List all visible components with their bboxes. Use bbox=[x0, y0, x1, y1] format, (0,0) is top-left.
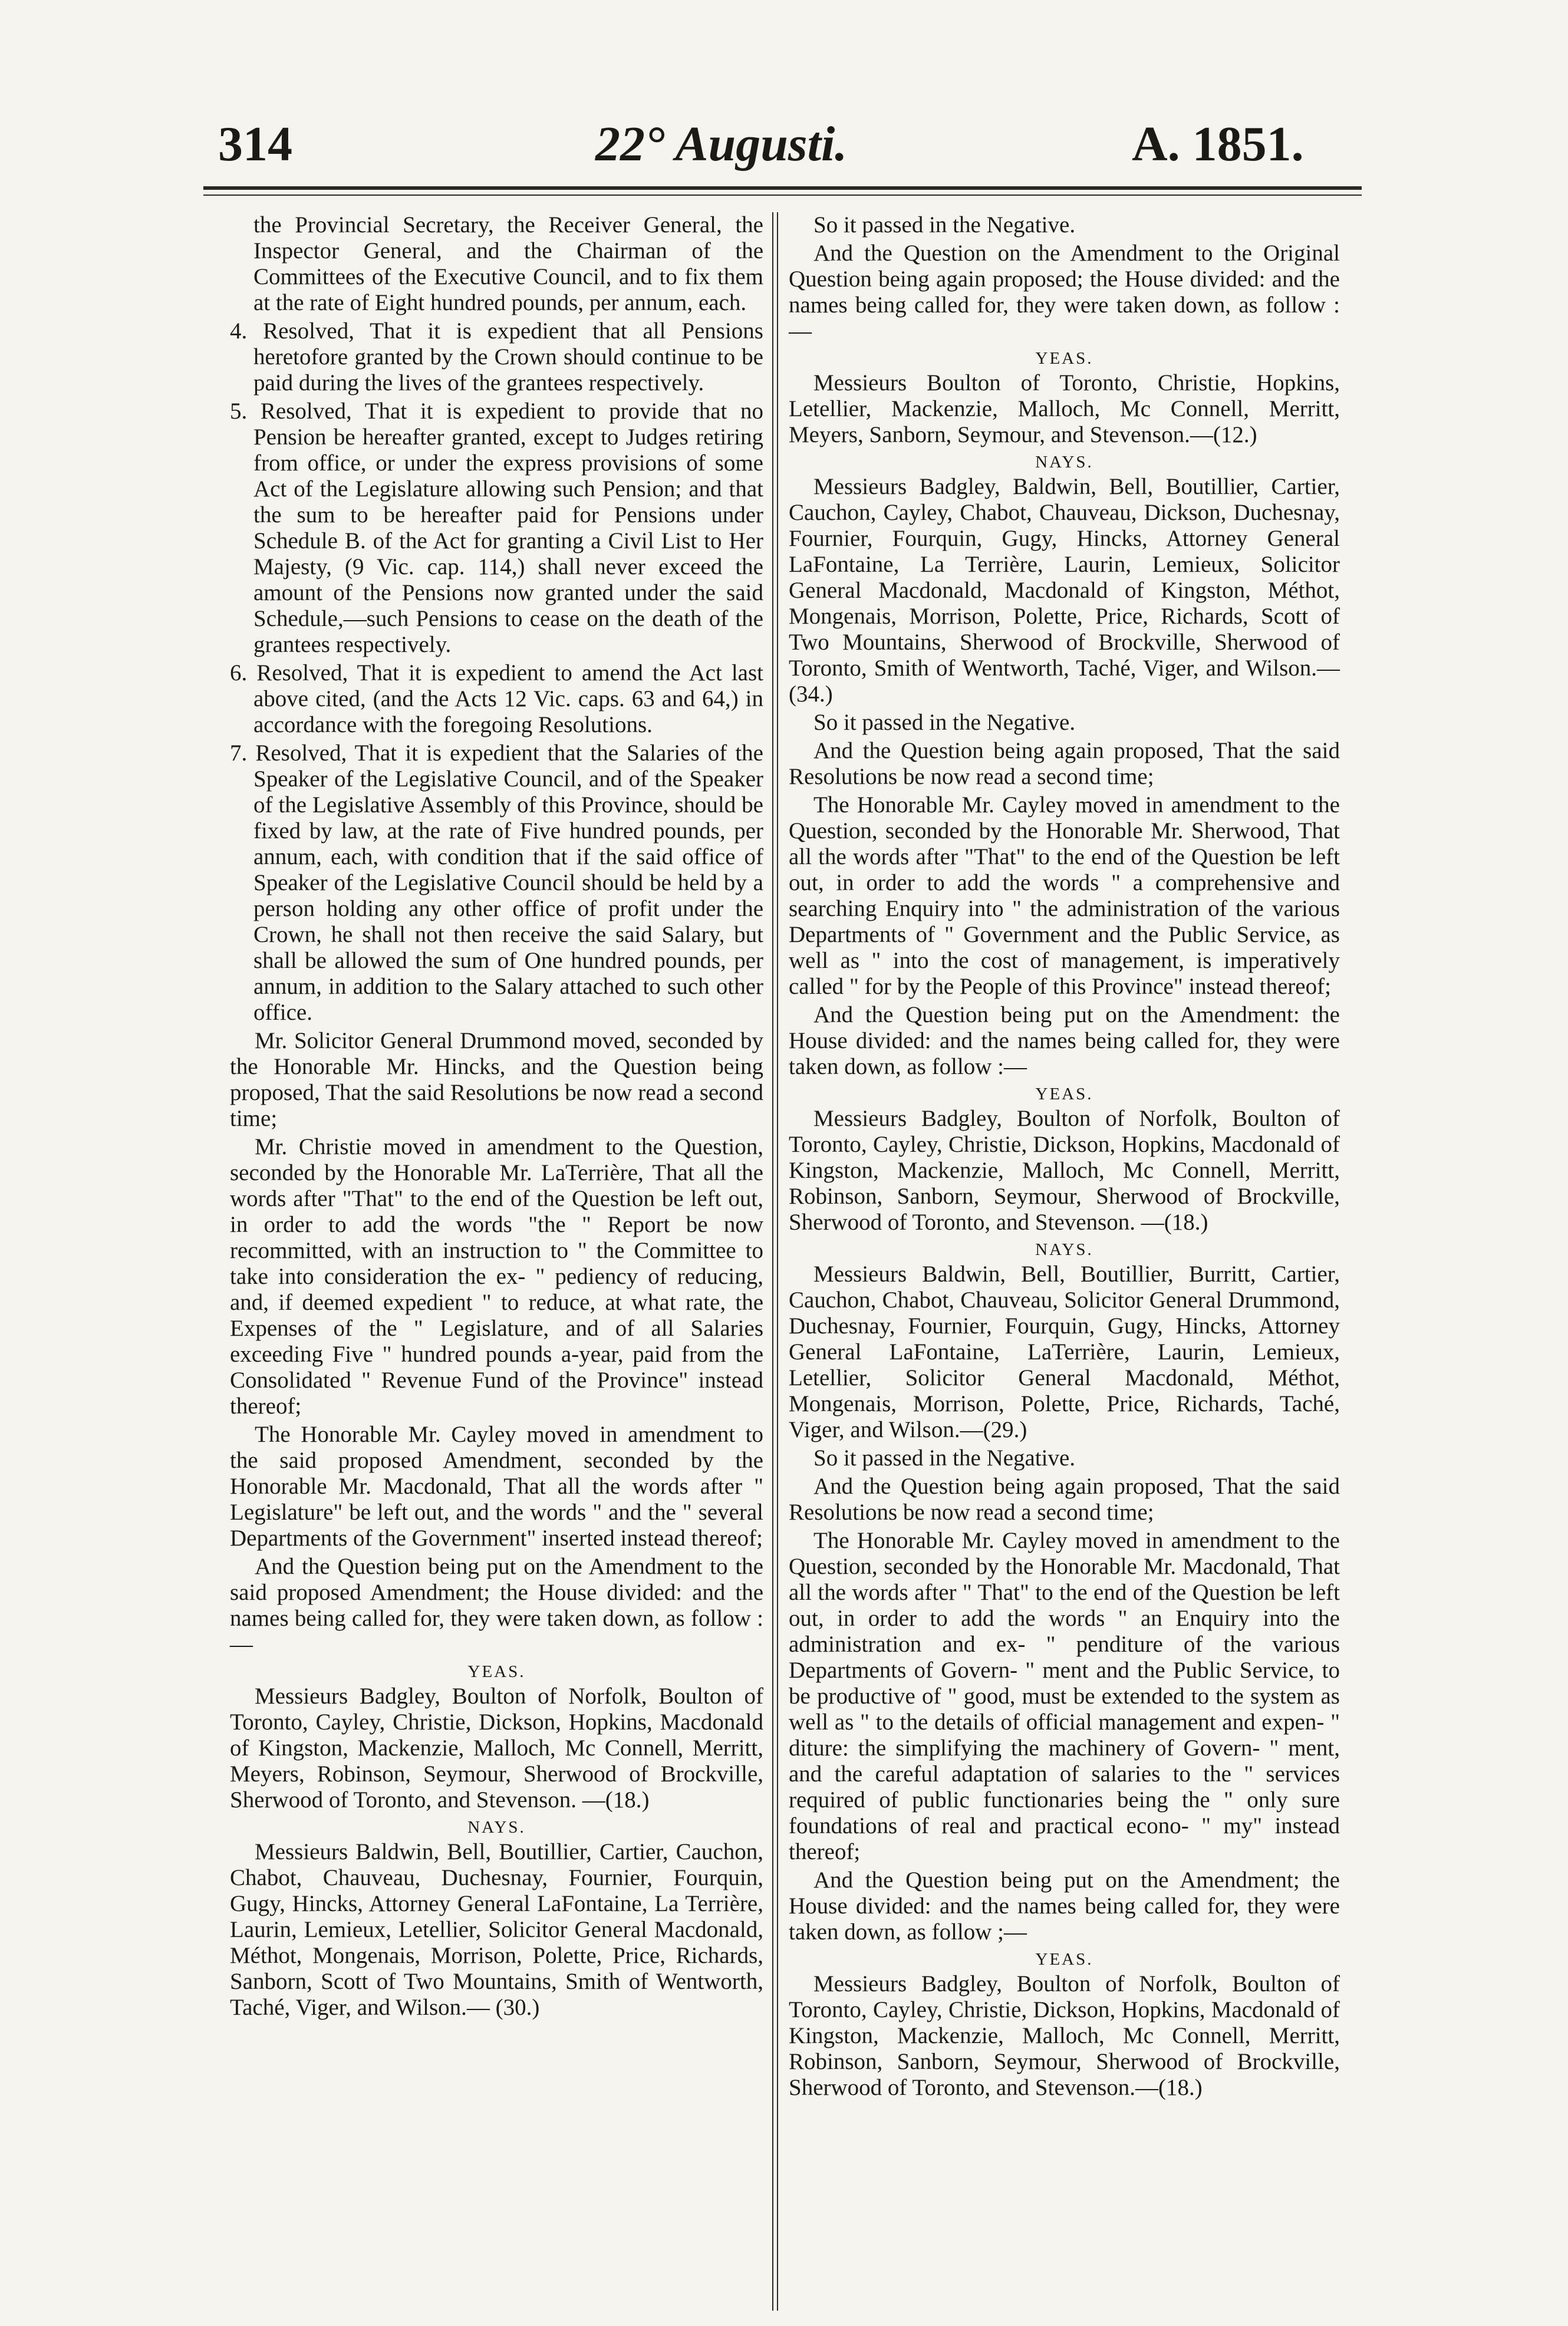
negative-result: So it passed in the Negative. bbox=[813, 212, 1076, 238]
nays-label: NAYS. bbox=[1035, 453, 1093, 472]
yeas-label: YEAS. bbox=[1035, 349, 1093, 368]
header-rule-thick bbox=[203, 186, 1362, 190]
header-rule-thin bbox=[203, 195, 1362, 196]
yeas-list: Messieurs Badgley, Boulton of Norfolk, Boulton of Toronto, Cayley, Christie, Dickson, Hopkins, Macdonald of Kingston, Mackenzie, Malloch, Mc Connell, Merritt, Robinson, Sanborn, Seymour, Sherwood of Brockville, Sherwood of Toronto, and Stevenson. —(18.) bbox=[789, 1106, 1340, 1235]
column-divider-left bbox=[772, 212, 773, 2311]
amendment-paragraph: Mr. Christie moved in amendment to the Question, seconded by the Honorable Mr. LaTerrière, That all the words after "That" to the end of the Question be left out, in order to add the words "the " Report be now recommitted, with an instruction to " the Committee to take into consideration the ex- " pediency of reducing, and, if deemed expedient " to reduce, at what rate, the Expenses of the " Legislature, and of all Salaries exceeding Five " hundred pounds a-year, paid from the Consolidated " Revenue Fund of the Province" instead thereof; bbox=[230, 1134, 763, 1419]
yeas-list: Messieurs Badgley, Boulton of Norfolk, Boulton of Toronto, Cayley, Christie, Dickson, Hopkins, Macdonald of Kingston, Mackenzie, Malloch, Mc Connell, Merritt, Robinson, Sanborn, Seymour, Sherwood of Brockville, Sherwood of Toronto, and Stevenson.—(18.) bbox=[789, 1971, 1340, 2100]
division-paragraph: And the Question being put on the Amendment: the House divided: and the names being called for, they were taken down, as follow :— bbox=[789, 1002, 1340, 1079]
yeas-list: Messieurs Badgley, Boulton of Norfolk, Boulton of Toronto, Cayley, Christie, Dickson, Hopkins, Macdonald of Kingston, Mackenzie, Malloch, Mc Connell, Merritt, Meyers, Robinson, Seymour, Sherwood of Brockville, Sherwood of Toronto, and Stevenson. —(18.) bbox=[230, 1683, 763, 1813]
page-number: 314 bbox=[218, 117, 292, 172]
nays-list: Messieurs Baldwin, Bell, Boutillier, Burritt, Cartier, Cauchon, Chabot, Chauveau, Solicitor General Drummond, Duchesnay, Fournier, Fourquin, Gugy, Hincks, Attorney General LaFontaine, LaTerrière, Laurin, Lemieux, Letellier, Solicitor General Macdonald, Méthot, Mongenais, Morrison, Polette, Price, Richards, Taché, Viger, and Wilson.—(29.) bbox=[789, 1261, 1340, 1442]
resolution-4: 4. Resolved, That it is expedient that all Pensions heretofore granted by the Crown should continue to be paid during the lives of the grantees respectively. bbox=[230, 318, 763, 396]
resolution-7: 7. Resolved, That it is expedient that the Salaries of the Speaker of the Legislative Council, and of the Speaker of the Legislative Assembly of this Province, should be fixed by law, at the rate of Five hundred pounds, per annum, each, with condition that if the said office of Speaker of the Legislative Council should be held by a person holding any other office of profit under the Crown, he shall not then receive the said Salary, but shall be allowed the sum of One hundred pounds, per annum, in addition to the Salary attached to such other office. bbox=[230, 740, 763, 1025]
page-year: A. 1851. bbox=[1132, 117, 1304, 172]
nays-list: Messieurs Badgley, Baldwin, Bell, Boutillier, Cartier, Cauchon, Cayley, Chabot, Chauveau, Dickson, Duchesnay, Fournier, Fourquin, Gugy, Hincks, Attorney General LaFontaine, La Terrière, Laurin, Lemieux, Solicitor General Macdonald, Macdonald of Kingston, Méthot, Mongenais, Morrison, Polette, Price, Richards, Scott of Two Mountains, Sherwood of Brockville, Sherwood of Toronto, Smith of Wentworth, Taché, Viger, and Wilson.—(34.) bbox=[789, 474, 1340, 707]
nays-list: Messieurs Baldwin, Bell, Boutillier, Cartier, Cauchon, Chabot, Chauveau, Duchesnay, Fournier, Fourquin, Gugy, Hincks, Attorney General LaFontaine, La Terrière, Laurin, Lemieux, Letellier, Solicitor General Macdonald, Méthot, Mongenais, Morrison, Polette, Price, Richards, Sanborn, Scott of Two Mountains, Smith of Wentworth, Taché, Viger, and Wilson.— (30.) bbox=[230, 1839, 763, 2020]
paragraph: the Provincial Secretary, the Receiver General, the Inspector General, and the Chairman of the Committees of the Executive Council, and to fix them at the rate of Eight hundred pounds, per annum, each. bbox=[253, 212, 763, 315]
question-paragraph: And the Question being again proposed, That the said Resolutions be now read a second time; bbox=[789, 738, 1340, 789]
division-paragraph: And the Question on the Amendment to the Original Question being again proposed; the House divided: and the names being called for, they were taken down, as follow :— bbox=[789, 240, 1340, 344]
question-paragraph: And the Question being again proposed, That the said Resolutions be now read a second time; bbox=[789, 1474, 1340, 1525]
resolution-6: 6. Resolved, That it is expedient to amend the Act last above cited, (and the Acts 12 Vic. caps. 63 and 64,) in accordance with the foregoing Resolutions. bbox=[230, 660, 763, 737]
yeas-label: YEAS. bbox=[1035, 1950, 1093, 1969]
division-paragraph: And the Question being put on the Amendment; the House divided: and the names being called for, they were taken down, as follow ;— bbox=[789, 1867, 1340, 1945]
nays-label: NAYS. bbox=[467, 1818, 526, 1837]
right-column bbox=[789, 212, 1340, 2103]
column-divider-right bbox=[777, 212, 778, 2311]
division-paragraph: And the Question being put on the Amendment to the said proposed Amendment; the House divided: and the names being called for, they were taken down, as follow :— bbox=[230, 1554, 763, 1657]
page-header bbox=[0, 104, 1568, 186]
amendment-paragraph: The Honorable Mr. Cayley moved in amendment to the Question, seconded by the Honorable Mr. Macdonald, That all the words after " That" to the end of the Question be left out, in order to add the words " an Enquiry into the administration and ex- " penditure of the various Departments of Govern- " ment and the Public Service, to be productive of " good, must be extended to the system as well as " to the details of official management and expen- " diture: the simplifying the machinery of Govern- " ment, and the careful adaptation of salaries to the " services required of public functionaries being the " only sure foundations of real and practical econo- " my" instead thereof; bbox=[789, 1528, 1340, 1864]
yeas-label: YEAS. bbox=[1035, 1085, 1093, 1103]
yeas-list: Messieurs Boulton of Toronto, Christie, Hopkins, Letellier, Mackenzie, Malloch, Mc Connell, Merritt, Meyers, Sanborn, Seymour, and Stevenson.—(12.) bbox=[789, 370, 1340, 447]
amendment-paragraph: The Honorable Mr. Cayley moved in amendment to the Question, seconded by the Honorable Mr. Sherwood, That all the words after "That" to the end of the Question be left out, in order to add the words " a comprehensive and searching Enquiry into " the administration of the various Departments of " Government and the Public Service, as well as " into the cost of management, is imperatively called " for by the People of this Province" instead thereof; bbox=[789, 792, 1340, 999]
left-column bbox=[230, 212, 763, 2023]
negative-result: So it passed in the Negative. bbox=[813, 1445, 1076, 1471]
page-date: 22° Augusti. bbox=[595, 117, 848, 172]
motion-paragraph: Mr. Solicitor General Drummond moved, seconded by the Honorable Mr. Hincks, and the Question being proposed, That the said Resolutions be now read a second time; bbox=[230, 1028, 763, 1131]
yeas-label: YEAS. bbox=[467, 1662, 526, 1681]
negative-result: So it passed in the Negative. bbox=[813, 710, 1076, 735]
nays-label: NAYS. bbox=[1035, 1240, 1093, 1259]
resolution-5: 5. Resolved, That it is expedient to provide that no Pension be hereafter granted, except to Judges retiring from office, or under the express provisions of some Act of the Legislature allowing such Pension; and that the sum to be hereafter paid for Pensions under Schedule B. of the Act for granting a Civil List to Her Majesty, (9 Vic. cap. 114,) shall never exceed the amount of the Pensions now granted under the said Schedule,—such Pensions to cease on the death of the grantees respectively. bbox=[230, 398, 763, 657]
sub-amendment-paragraph: The Honorable Mr. Cayley moved in amendment to the said proposed Amendment, seconded by the Honorable Mr. Macdonald, That all the words after " Legislature" be left out, and the words " and the " several Departments of the Government" inserted instead thereof; bbox=[230, 1422, 763, 1551]
